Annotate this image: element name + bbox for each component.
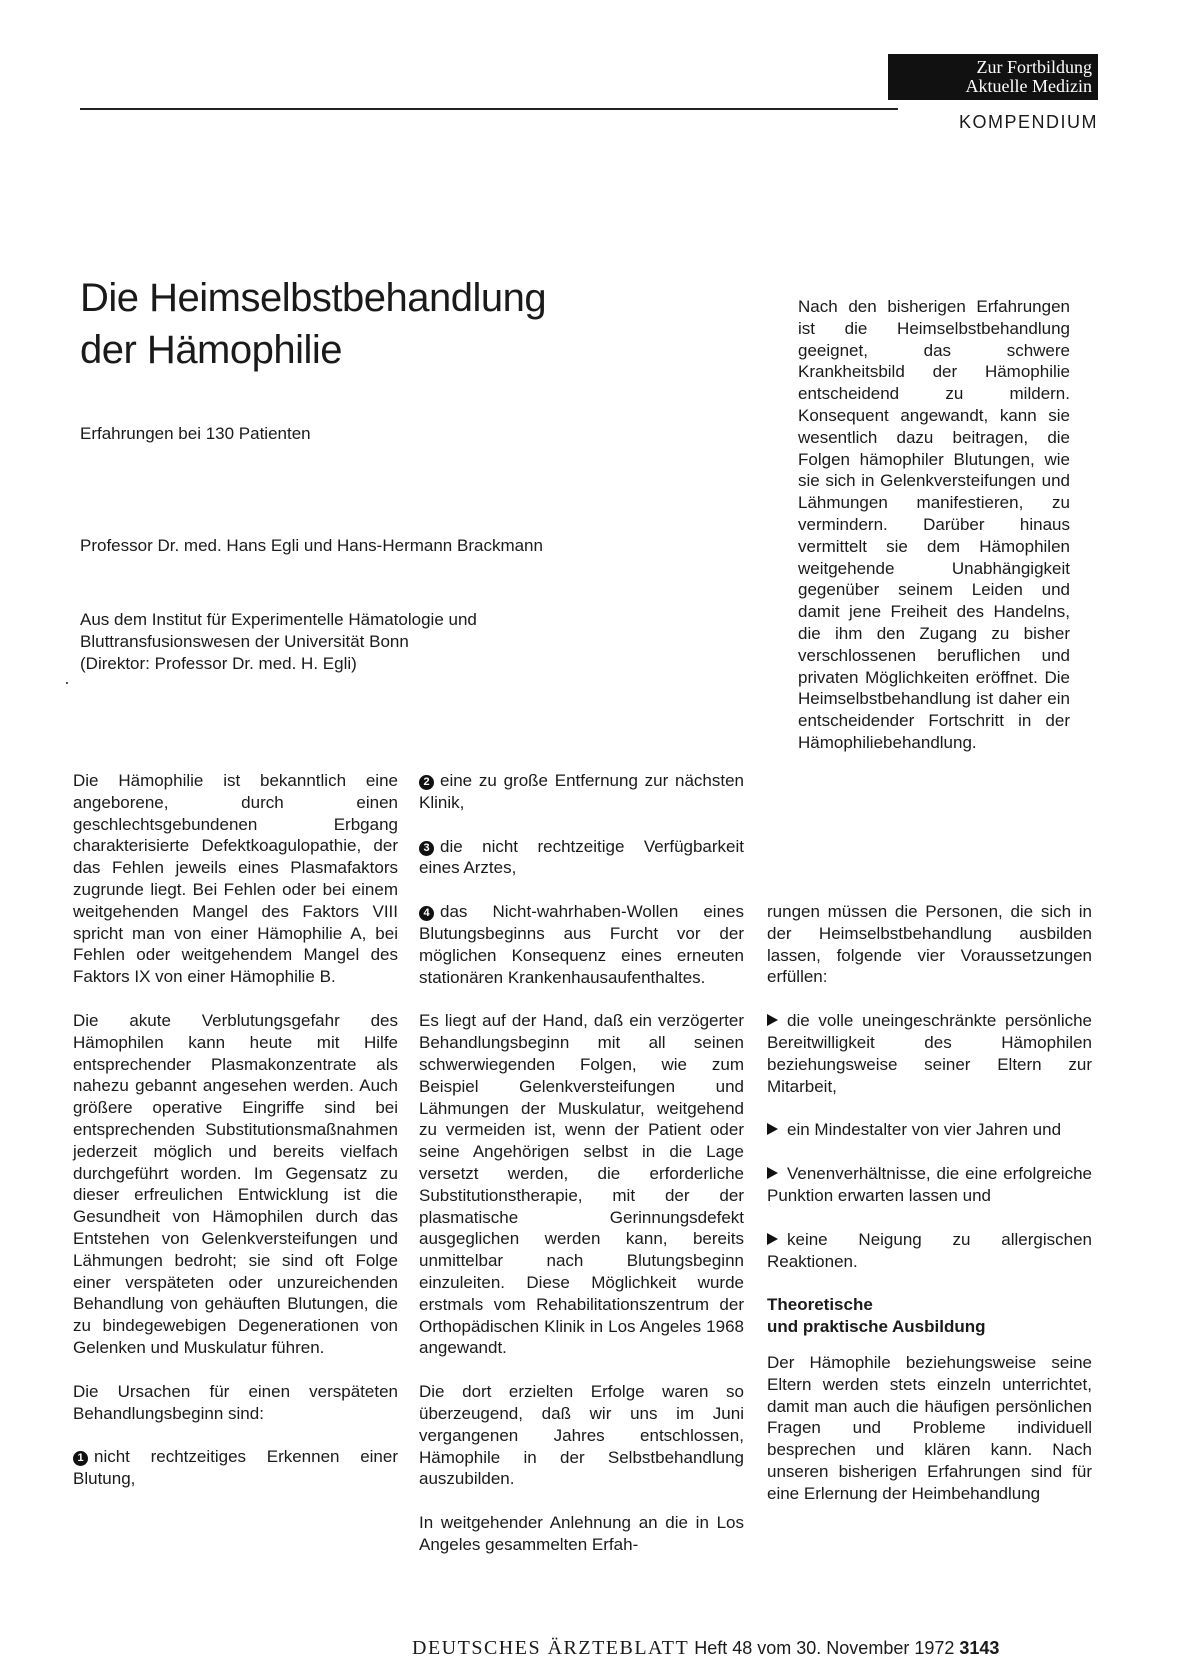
bullet-item xyxy=(767,1229,1092,1273)
number-marker-icon: 2 xyxy=(419,775,434,790)
item-text: ein Mindestalter von vier Jahren und xyxy=(787,1120,1062,1140)
numbered-item xyxy=(419,836,744,880)
paragraph: Es liegt auf der Hand, daß ein verzögerter Behandlungsbeginn mit all seinen schwerwiegenden Folgen, wie zum Beispiel Gelenkversteifungen und Lähmungen der Muskulatur, weitgehend zu vermeiden ist, wenn der Patient oder seine Angehörigen selbst in die Lage versetzt werden, die erforderliche Substitutionstherapie, mit der der plasmatische Gerinnungsdefekt ausgeglichen werden kann, bereits unmittelbar nach Blutungsbeginn einzuleiten. Diese Möglichkeit wurde erstmals vom Rehabilitationszentrum der Orthopädischen Klinik in Los Angeles 1968 angewandt. xyxy=(419,1011,744,1358)
heading-line-2: und praktische Ausbildung xyxy=(767,1317,986,1337)
paragraph: Die Ursachen für einen verspäteten Behandlungsbeginn sind: xyxy=(73,1381,398,1423)
paragraph: Die akute Verblutungsgefahr des Hämophilen kann heute mit Hilfe entsprechender Plasmakonzentrate als nahezu gebannt angesehen werden. Auch größere operative Eingriffe sind bei entsprechenden Substitutionsmaßnahmen jederzeit möglich und bereits vielfach durchgeführt worden. Im Gegensatz zu dieser erfreulichen Entwicklung ist die Gesundheit von Hämophilen durch das Entstehen von Gelenkversteifungen und Lähmungen bedroht; sie sind oft Folge einer verspäteten oder unzureichenden Behandlung von gehäuften Blutungen, die zu bindegewebigen Degenerationen von Gelenken und Muskulatur führen. xyxy=(73,1010,398,1357)
paragraph: Die dort erzielten Erfolge waren so überzeugend, daß wir uns im Juni vergangenen Jahres entschlossen, Hämophile in der Selbstbehandlung auszubilden. xyxy=(419,1382,744,1489)
item-text: die nicht rechtzeitige Verfügbarkeit eines Arztes, xyxy=(419,836,744,878)
author-affiliation xyxy=(80,609,477,675)
section-badge xyxy=(888,54,1098,100)
paragraph: rungen müssen die Personen, die sich in der Heimselbstbehandlung ausbilden lassen, folgende vier Voraussetzungen erfüllen: xyxy=(767,902,1092,987)
number-marker-icon: 4 xyxy=(419,906,434,921)
intro-abstract: Nach den bisherigen Erfahrungen ist die Heimselbstbehandlung geeignet, das schwere Krankheitsbild der Hämophilie entscheidend zu mildern. Konsequent angewandt, kann sie wesentlich dazu beitragen, die Folgen hämophiler Blutungen, wie sie sich in Gelenkversteifungen und Lähmungen manifestieren, zu vermindern. Darüber hinaus vermittelt sie dem Hämophilen weitgehende Unabhängigkeit gegenüber seinem Leiden und damit jene Freiheit des Handelns, die ihm den Zugang zu bisher verschlossenen beruflichen und privaten Möglichkeiten eröffnet. Die Heimselbstbehandlung ist daher ein entscheidender Fortschritt in der Hämophiliebehandlung. xyxy=(798,297,1070,752)
item-text: das Nicht-wahrhaben-Wollen eines Blutungsbeginns aus Furcht vor der möglichen Konsequenz eines erneuten stationären Krankenhausaufenthaltes. xyxy=(419,902,744,987)
paragraph: In weitgehender Anlehnung an die in Los Angeles gesammelten Erfah- xyxy=(419,1513,744,1554)
journal-name: DEUTSCHES ÄRZTEBLATT xyxy=(412,1637,690,1659)
affiliation-line-3: (Direktor: Professor Dr. med. H. Egli) xyxy=(80,654,357,673)
page-footer xyxy=(412,1637,999,1660)
paragraph: Die Hämophilie ist bekanntlich eine angeborene, durch einen geschlechtsgebundenen Erbgang charakterisierte Defektkoagulopathie, der das Fehlen jeweils eines Plasmafaktors zugrunde liegt. Bei Fehlen oder bei einem weitgehenden Mangel des Faktors VIII spricht man von einer Hämophilie A, bei Fehlen oder weitgehendem Mangel des Faktors IX von einer Hämophilie B. xyxy=(73,771,398,987)
triangle-bullet-icon xyxy=(767,1233,778,1245)
body-column-2 xyxy=(419,770,744,1578)
numbered-item xyxy=(419,901,744,988)
item-text: Venenverhältnisse, die eine erfolgreiche Punktion erwarten lassen und xyxy=(767,1164,1092,1205)
triangle-bullet-icon xyxy=(767,1014,778,1026)
triangle-bullet-icon xyxy=(767,1123,778,1135)
heading-line-1: Theoretische xyxy=(767,1295,873,1315)
affiliation-line-2: Bluttransfusionswesen der Universität Bonn xyxy=(80,632,409,651)
numbered-item xyxy=(419,770,744,814)
article-title xyxy=(80,272,546,376)
section-heading xyxy=(767,1294,1092,1338)
issue-info: Heft 48 vom 30. November 1972 xyxy=(694,1638,955,1658)
item-text: eine zu große Entfernung zur nächsten Klinik, xyxy=(419,771,744,812)
header-rule xyxy=(80,108,898,110)
bullet-item xyxy=(767,1119,1092,1141)
badge-line-1: Zur Fortbildung xyxy=(976,57,1092,77)
triangle-bullet-icon xyxy=(767,1167,778,1179)
body-column-3 xyxy=(767,901,1092,1527)
bullet-item xyxy=(767,1010,1092,1097)
section-label: KOMPENDIUM xyxy=(958,112,1098,132)
body-column-1 xyxy=(73,770,398,1512)
title-line-2: der Hämophilie xyxy=(80,328,343,372)
margin-mark xyxy=(66,682,68,684)
number-marker-icon: 3 xyxy=(419,841,434,856)
article-subtitle: Erfahrungen bei 130 Patienten xyxy=(80,424,311,443)
bullet-item xyxy=(767,1163,1092,1207)
numbered-item xyxy=(73,1446,398,1490)
affiliation-line-1: Aus dem Institut für Experimentelle Hämatologie und xyxy=(80,610,477,629)
paragraph: Der Hämophile beziehungsweise seine Eltern werden stets einzeln unterrichtet, damit man auch die häufigen persönlichen Fragen und Probleme individuell besprechen und klären kann. Nach unseren bisherigen Erfahrungen sind für eine Erlernung der Heimbehandlung xyxy=(767,1352,1092,1503)
number-marker-icon: 1 xyxy=(73,1451,88,1466)
item-text: nicht rechtzeitiges Erkennen einer Blutung, xyxy=(73,1447,398,1489)
page-number: 3143 xyxy=(959,1638,1000,1658)
item-text: keine Neigung zu allergischen Reaktionen. xyxy=(767,1229,1092,1271)
item-text: die volle uneingeschränkte persönliche Bereitwilligkeit des Hämophilen beziehungsweise seiner Eltern zur Mitarbeit, xyxy=(767,1011,1092,1096)
badge-line-2: Aktuelle Medizin xyxy=(965,76,1092,96)
article-authors: Professor Dr. med. Hans Egli und Hans-Hermann Brackmann xyxy=(80,536,543,555)
title-line-1: Die Heimselbstbehandlung xyxy=(80,276,547,320)
